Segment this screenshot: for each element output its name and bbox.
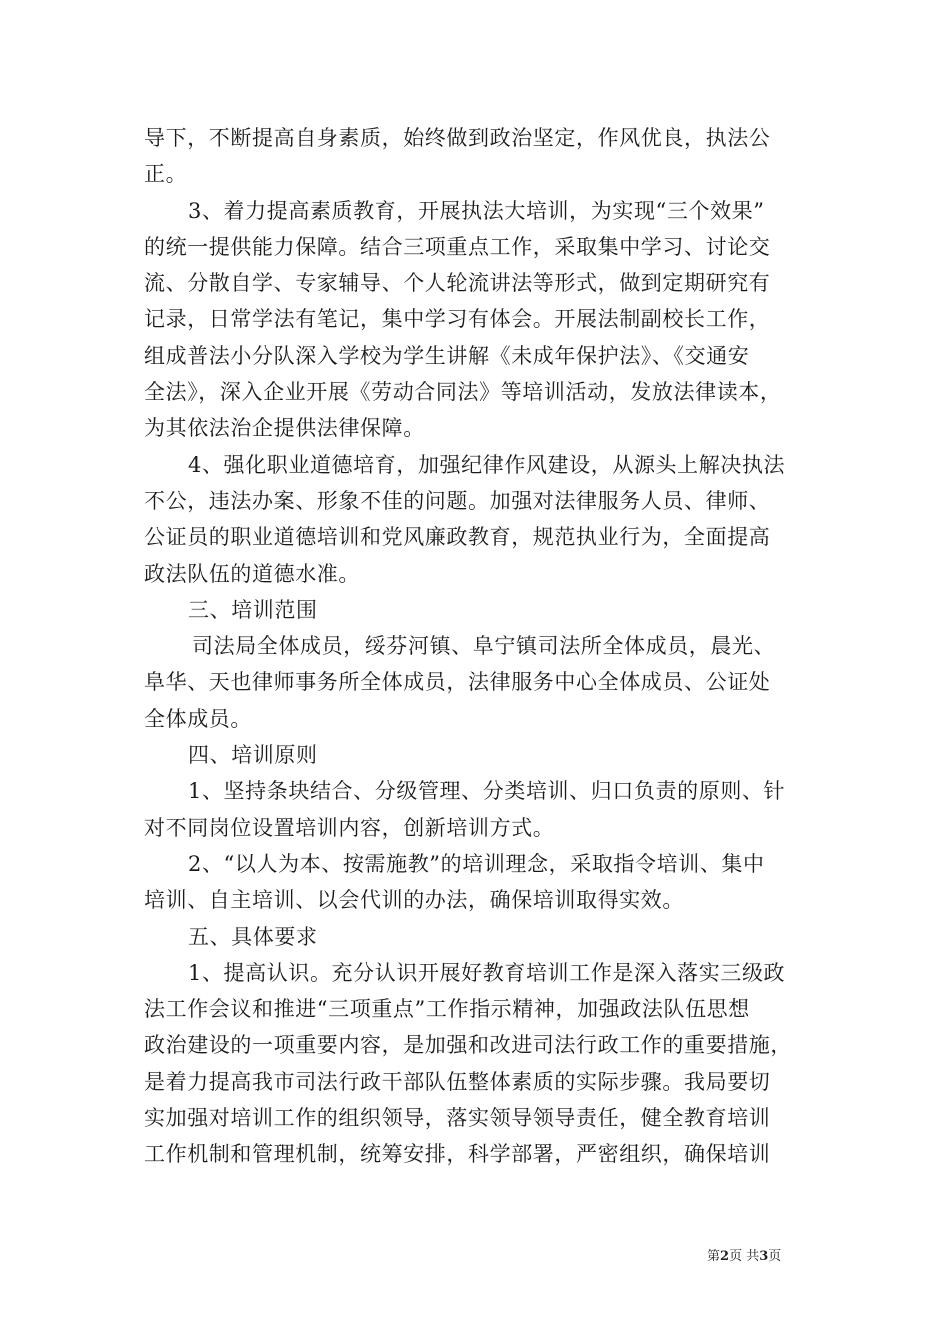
footer-middle: 页 共 <box>729 1249 760 1264</box>
text-line: 不公，违法办案、形象不佳的问题。加强对法律服务人员、律师、 <box>144 488 771 513</box>
text-line: 是着力提高我市司法行政干部队伍整体素质的实际步骤。我局要切 <box>144 1069 771 1094</box>
text-line: 全体成员。 <box>144 706 252 731</box>
text-line: 组成普法小分队深入学校为学生讲解《未成年保护法》、《交通安 <box>144 343 750 368</box>
total-page-number: 3 <box>759 1249 769 1264</box>
text-line: 全法》，深入企业开展《劳动合同法》等培训活动，发放法律读本， <box>144 380 782 405</box>
text-line: 阜华、天也律师事务所全体成员，法律服务中心全体成员、公证处 <box>144 670 771 695</box>
current-page-number: 2 <box>720 1249 730 1264</box>
text-line: 流、分散自学、专家辅导、个人轮流讲法等形式，做到定期研究有 <box>144 271 771 296</box>
text-line: 法工作会议和推进“三项重点”工作指示精神，加强政法队伍思想 <box>144 997 750 1022</box>
paragraph-start: 司法局全体成员，绥芬河镇、阜宁镇司法所全体成员，晨光、 <box>192 634 776 659</box>
text-line: 的统一提供能力保障。结合三项重点工作，采取集中学习、讨论交 <box>144 234 771 259</box>
document-body <box>144 120 814 1173</box>
section-heading: 四、培训原则 <box>188 743 318 768</box>
text-line: 政法队伍的道德水准。 <box>144 561 360 586</box>
section-heading: 三、培训范围 <box>188 597 318 622</box>
text-line: 为其依法治企提供法律保障。 <box>144 416 425 441</box>
text-line: 工作机制和管理机制，统筹安排，科学部署，严密组织，确保培训 <box>144 1142 771 1167</box>
text-line: 正。 <box>144 162 188 187</box>
text-line: 政治建设的一项重要内容，是加强和改进司法行政工作的重要措施， <box>144 1033 792 1058</box>
paragraph-start: 1、提高认识。充分认识开展好教育培训工作是深入落实三级政 <box>188 960 786 985</box>
paragraph-start: 3、着力提高素质教育，开展执法大培训，为实现“三个效果” <box>188 198 765 223</box>
paragraph-start: 1、坚持条块结合、分级管理、分类培训、归口负责的原则、针 <box>188 779 786 804</box>
text-line: 实加强对培训工作的组织领导，落实领导领导责任，健全教育培训 <box>144 1106 771 1131</box>
section-heading: 五、具体要求 <box>188 924 318 949</box>
paragraph-start: 4、强化职业道德培育，加强纪律作风建设，从源头上解决执法 <box>188 452 786 477</box>
text-line: 公证员的职业道德培训和党风廉政教育，规范执业行为，全面提高 <box>144 525 771 550</box>
text-line: 记录，日常学法有笔记，集中学习有体会。开展法制副校长工作， <box>144 307 771 332</box>
footer-prefix: 第 <box>707 1249 721 1264</box>
footer-suffix: 页 <box>768 1249 782 1264</box>
text-line: 培训、自主培训、以会代训的办法，确保培训取得实效。 <box>144 888 684 913</box>
page-number-footer <box>707 1245 781 1264</box>
text-line: 导下，不断提高自身素质，始终做到政治坚定，作风优良，执法公 <box>144 126 771 150</box>
text-line: 对不同岗位设置培训内容，创新培训方式。 <box>144 815 555 840</box>
paragraph-start: 2、“以人为本、按需施教”的培训理念，采取指令培训、集中 <box>188 851 765 876</box>
